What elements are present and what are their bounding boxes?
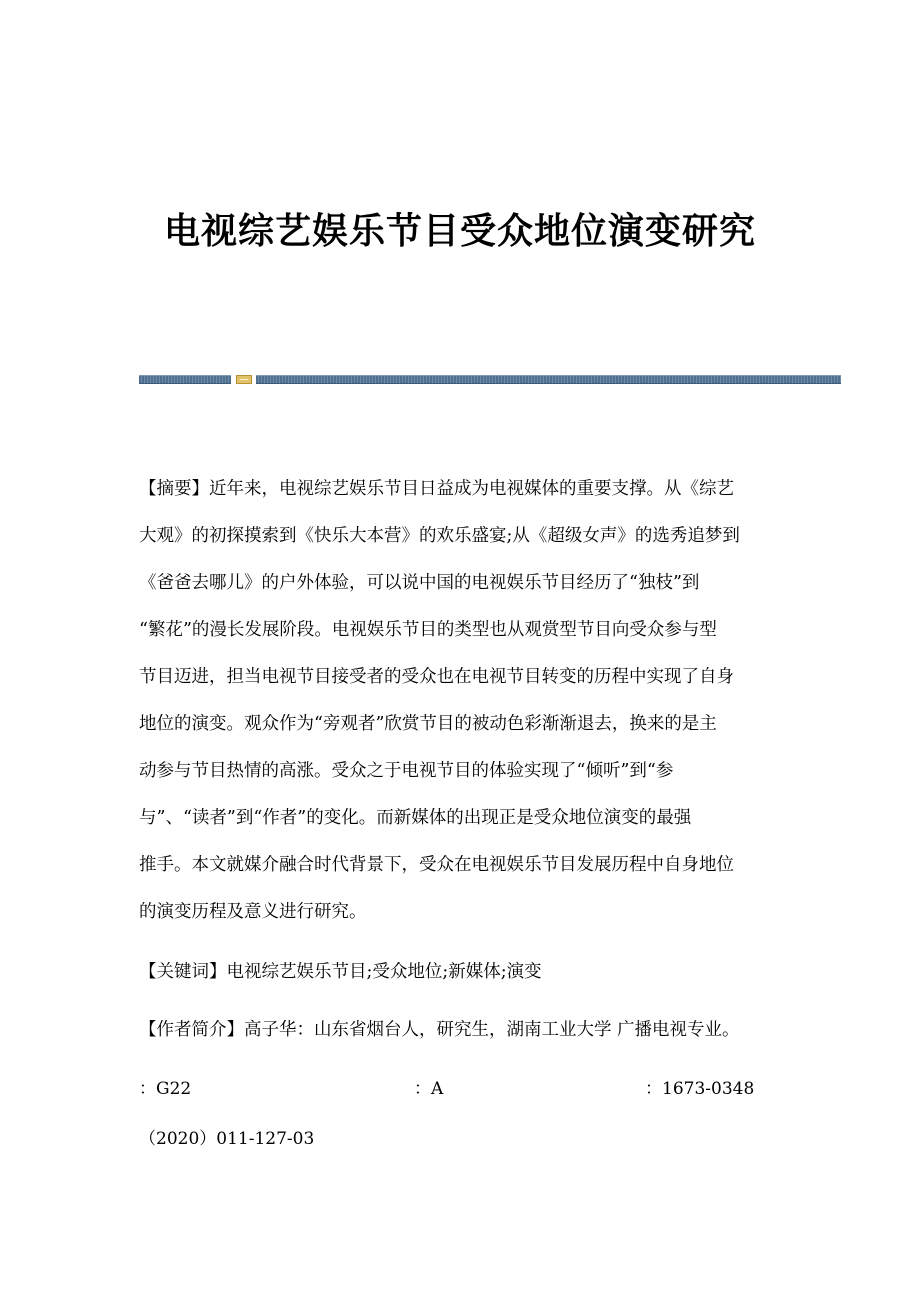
document-code: ：A [414,1079,444,1099]
keywords: 【关键词】电视综艺娱乐节目;受众地位;新媒体;演变 [139,962,542,982]
divider-bar-right [256,375,841,384]
abstract-line: 地位的演变。观众作为“旁观者”欣赏节目的被动色彩渐渐退去，换来的是主 [139,714,717,734]
page-title: 电视综艺娱乐节目受众地位演变研究 [163,211,756,252]
author-bio: 【作者简介】高子华：山东省烟台人，研究生，湖南工业大学 广播电视专业。 [139,1020,740,1040]
abstract-line: 的演变历程及意义进行研究。 [139,902,367,922]
abstract-line: “繁花”的漫长发展阶段。电视娱乐节目的类型也从观赏型节目向受众参与型 [139,620,717,640]
title-divider [139,375,841,384]
article-number: （2020）011-127-03 [139,1129,315,1149]
divider-ornament-icon [236,375,252,384]
abstract-line: 《爸爸去哪儿》的户外体验，可以说中国的电视娱乐节目经历了“独枝”到 [139,573,700,593]
abstract [139,466,779,936]
abstract-line: 动参与节目热情的高涨。受众之于电视节目的体验实现了“倾听”到“参 [139,761,674,781]
clc-number: ：G22 [139,1079,192,1099]
abstract-line: 节目迈进，担当电视节目接受者的受众也在电视节目转变的历程中实现了自身 [139,667,734,687]
abstract-line: 【摘要】近年来，电视综艺娱乐节目日益成为电视媒体的重要支撑。从《综艺 [139,479,734,499]
abstract-line: 推手。本文就媒介融合时代背景下，受众在电视娱乐节目发展历程中自身地位 [139,855,734,875]
abstract-line: 大观》的初探摸索到《快乐大本营》的欢乐盛宴;从《超级女声》的选秀追梦到 [139,526,740,546]
issn-number: ：1673-0348 [645,1079,755,1099]
divider-bar-left [139,375,231,384]
abstract-line: 与”、“读者”到“作者”的变化。而新媒体的出现正是受众地位演变的最强 [139,808,692,828]
